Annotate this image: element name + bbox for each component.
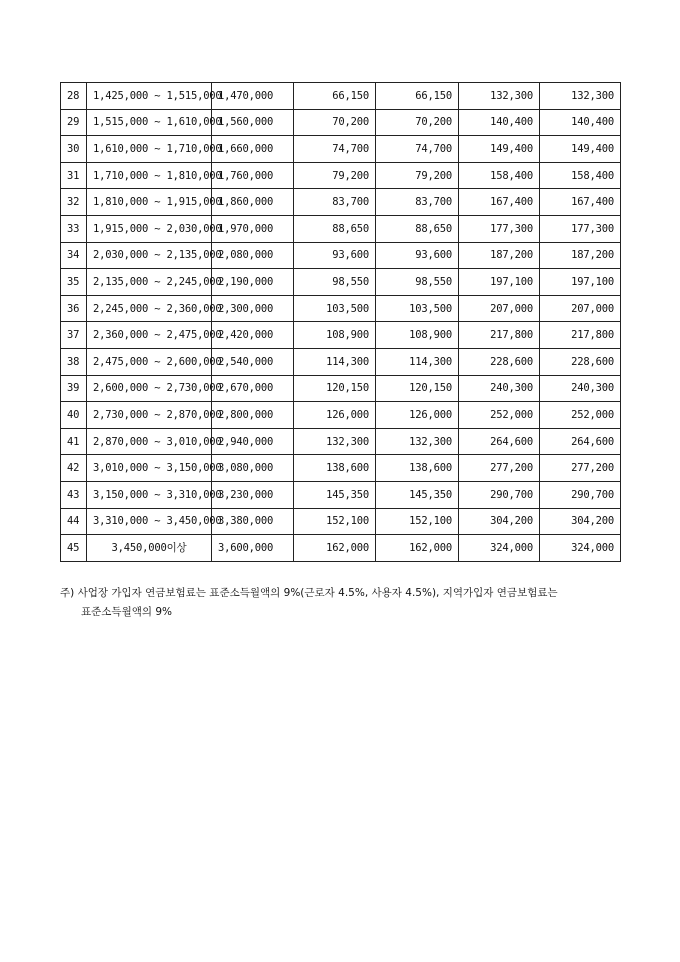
table-row xyxy=(61,162,621,189)
workplace-total-cell: 264,600 xyxy=(459,428,540,455)
employee-premium-cell: 88,650 xyxy=(294,215,376,242)
regional-premium-cell: 252,000 xyxy=(540,402,621,429)
standard-income-cell: 1,560,000 xyxy=(212,109,294,136)
income-range-cell: 3,310,000 ~ 3,450,000 xyxy=(87,508,212,535)
table-row xyxy=(61,455,621,482)
employer-premium-cell: 108,900 xyxy=(376,322,459,349)
employee-premium-cell: 152,100 xyxy=(294,508,376,535)
workplace-total-cell: 290,700 xyxy=(459,481,540,508)
footnote-line-2: 표준소득월액의 9% xyxy=(81,606,172,618)
income-range-cell: 3,150,000 ~ 3,310,000 xyxy=(87,481,212,508)
income-range-cell: 1,610,000 ~ 1,710,000 xyxy=(87,136,212,163)
regional-premium-cell: 132,300 xyxy=(540,83,621,110)
regional-premium-cell: 197,100 xyxy=(540,269,621,296)
table-row xyxy=(61,508,621,535)
workplace-total-cell: 304,200 xyxy=(459,508,540,535)
standard-income-cell: 3,230,000 xyxy=(212,481,294,508)
table-row xyxy=(61,83,621,110)
employer-premium-cell: 66,150 xyxy=(376,83,459,110)
standard-income-cell: 2,540,000 xyxy=(212,348,294,375)
table-row xyxy=(61,215,621,242)
employer-premium-cell: 126,000 xyxy=(376,402,459,429)
regional-premium-cell: 207,000 xyxy=(540,295,621,322)
grade-cell: 37 xyxy=(61,322,87,349)
workplace-total-cell: 277,200 xyxy=(459,455,540,482)
footnote-line-1: 주) 사업장 가입자 연금보험료는 표준소득월액의 9%(근로자 4.5%, 사용자 4.5%), 지역가입자 연금보험료는 xyxy=(60,587,558,599)
standard-income-cell: 2,300,000 xyxy=(212,295,294,322)
table-body xyxy=(61,83,621,562)
regional-premium-cell: 158,400 xyxy=(540,162,621,189)
income-range-cell: 2,870,000 ~ 3,010,000 xyxy=(87,428,212,455)
table-row xyxy=(61,322,621,349)
standard-income-cell: 3,380,000 xyxy=(212,508,294,535)
income-range-cell: 1,710,000 ~ 1,810,000 xyxy=(87,162,212,189)
regional-premium-cell: 324,000 xyxy=(540,535,621,562)
table-row xyxy=(61,295,621,322)
income-range-cell: 1,425,000 ~ 1,515,000 xyxy=(87,83,212,110)
income-range-cell: 2,475,000 ~ 2,600,000 xyxy=(87,348,212,375)
regional-premium-cell: 228,600 xyxy=(540,348,621,375)
income-range-cell: 3,010,000 ~ 3,150,000 xyxy=(87,455,212,482)
grade-cell: 41 xyxy=(61,428,87,455)
standard-income-cell: 2,190,000 xyxy=(212,269,294,296)
table-row xyxy=(61,375,621,402)
workplace-total-cell: 197,100 xyxy=(459,269,540,296)
regional-premium-cell: 277,200 xyxy=(540,455,621,482)
regional-premium-cell: 167,400 xyxy=(540,189,621,216)
standard-income-cell: 1,760,000 xyxy=(212,162,294,189)
income-range-cell: 1,810,000 ~ 1,915,000 xyxy=(87,189,212,216)
employee-premium-cell: 83,700 xyxy=(294,189,376,216)
employer-premium-cell: 79,200 xyxy=(376,162,459,189)
employee-premium-cell: 74,700 xyxy=(294,136,376,163)
employee-premium-cell: 114,300 xyxy=(294,348,376,375)
workplace-total-cell: 149,400 xyxy=(459,136,540,163)
grade-cell: 31 xyxy=(61,162,87,189)
regional-premium-cell: 264,600 xyxy=(540,428,621,455)
table-row xyxy=(61,402,621,429)
table-row xyxy=(61,428,621,455)
employee-premium-cell: 120,150 xyxy=(294,375,376,402)
workplace-total-cell: 140,400 xyxy=(459,109,540,136)
employer-premium-cell: 83,700 xyxy=(376,189,459,216)
workplace-total-cell: 228,600 xyxy=(459,348,540,375)
income-range-cell: 2,135,000 ~ 2,245,000 xyxy=(87,269,212,296)
income-range-cell: 2,360,000 ~ 2,475,000 xyxy=(87,322,212,349)
standard-income-cell: 2,800,000 xyxy=(212,402,294,429)
income-range-cell: 2,730,000 ~ 2,870,000 xyxy=(87,402,212,429)
workplace-total-cell: 167,400 xyxy=(459,189,540,216)
employer-premium-cell: 98,550 xyxy=(376,269,459,296)
standard-income-cell: 1,860,000 xyxy=(212,189,294,216)
grade-cell: 39 xyxy=(61,375,87,402)
income-range-cell: 1,515,000 ~ 1,610,000 xyxy=(87,109,212,136)
grade-cell: 43 xyxy=(61,481,87,508)
table-row xyxy=(61,242,621,269)
grade-cell: 36 xyxy=(61,295,87,322)
regional-premium-cell: 187,200 xyxy=(540,242,621,269)
table-row xyxy=(61,481,621,508)
employer-premium-cell: 74,700 xyxy=(376,136,459,163)
grade-cell: 34 xyxy=(61,242,87,269)
employee-premium-cell: 66,150 xyxy=(294,83,376,110)
employee-premium-cell: 108,900 xyxy=(294,322,376,349)
regional-premium-cell: 240,300 xyxy=(540,375,621,402)
employee-premium-cell: 132,300 xyxy=(294,428,376,455)
employer-premium-cell: 132,300 xyxy=(376,428,459,455)
workplace-total-cell: 158,400 xyxy=(459,162,540,189)
employee-premium-cell: 79,200 xyxy=(294,162,376,189)
grade-cell: 32 xyxy=(61,189,87,216)
table-row xyxy=(61,136,621,163)
regional-premium-cell: 177,300 xyxy=(540,215,621,242)
standard-income-cell: 2,420,000 xyxy=(212,322,294,349)
employer-premium-cell: 103,500 xyxy=(376,295,459,322)
income-range-cell: 2,030,000 ~ 2,135,000 xyxy=(87,242,212,269)
standard-income-cell: 3,080,000 xyxy=(212,455,294,482)
table-row xyxy=(61,535,621,562)
grade-cell: 44 xyxy=(61,508,87,535)
employee-premium-cell: 93,600 xyxy=(294,242,376,269)
regional-premium-cell: 304,200 xyxy=(540,508,621,535)
workplace-total-cell: 324,000 xyxy=(459,535,540,562)
workplace-total-cell: 207,000 xyxy=(459,295,540,322)
employer-premium-cell: 138,600 xyxy=(376,455,459,482)
standard-income-cell: 3,600,000 xyxy=(212,535,294,562)
table-row xyxy=(61,189,621,216)
employer-premium-cell: 145,350 xyxy=(376,481,459,508)
income-range-cell: 3,450,000이상 xyxy=(87,535,212,562)
income-range-cell: 1,915,000 ~ 2,030,000 xyxy=(87,215,212,242)
employer-premium-cell: 70,200 xyxy=(376,109,459,136)
employee-premium-cell: 126,000 xyxy=(294,402,376,429)
workplace-total-cell: 240,300 xyxy=(459,375,540,402)
regional-premium-cell: 217,800 xyxy=(540,322,621,349)
grade-cell: 35 xyxy=(61,269,87,296)
grade-cell: 29 xyxy=(61,109,87,136)
workplace-total-cell: 177,300 xyxy=(459,215,540,242)
regional-premium-cell: 290,700 xyxy=(540,481,621,508)
regional-premium-cell: 149,400 xyxy=(540,136,621,163)
standard-income-cell: 2,670,000 xyxy=(212,375,294,402)
workplace-total-cell: 217,800 xyxy=(459,322,540,349)
employee-premium-cell: 145,350 xyxy=(294,481,376,508)
employer-premium-cell: 152,100 xyxy=(376,508,459,535)
income-range-cell: 2,245,000 ~ 2,360,000 xyxy=(87,295,212,322)
workplace-total-cell: 187,200 xyxy=(459,242,540,269)
standard-income-cell: 1,470,000 xyxy=(212,83,294,110)
grade-cell: 45 xyxy=(61,535,87,562)
employee-premium-cell: 70,200 xyxy=(294,109,376,136)
employee-premium-cell: 98,550 xyxy=(294,269,376,296)
regional-premium-cell: 140,400 xyxy=(540,109,621,136)
grade-cell: 33 xyxy=(61,215,87,242)
grade-cell: 38 xyxy=(61,348,87,375)
table-row xyxy=(61,109,621,136)
table-row xyxy=(61,269,621,296)
grade-cell: 40 xyxy=(61,402,87,429)
employee-premium-cell: 138,600 xyxy=(294,455,376,482)
standard-income-cell: 2,940,000 xyxy=(212,428,294,455)
table-row xyxy=(61,348,621,375)
employee-premium-cell: 103,500 xyxy=(294,295,376,322)
employee-premium-cell: 162,000 xyxy=(294,535,376,562)
grade-cell: 28 xyxy=(61,83,87,110)
employer-premium-cell: 162,000 xyxy=(376,535,459,562)
employer-premium-cell: 120,150 xyxy=(376,375,459,402)
employer-premium-cell: 88,650 xyxy=(376,215,459,242)
grade-cell: 42 xyxy=(61,455,87,482)
standard-income-cell: 2,080,000 xyxy=(212,242,294,269)
workplace-total-cell: 132,300 xyxy=(459,83,540,110)
footnote xyxy=(60,584,630,622)
standard-income-cell: 1,970,000 xyxy=(212,215,294,242)
workplace-total-cell: 252,000 xyxy=(459,402,540,429)
income-range-cell: 2,600,000 ~ 2,730,000 xyxy=(87,375,212,402)
employer-premium-cell: 114,300 xyxy=(376,348,459,375)
pension-premium-table xyxy=(60,82,621,562)
standard-income-cell: 1,660,000 xyxy=(212,136,294,163)
grade-cell: 30 xyxy=(61,136,87,163)
employer-premium-cell: 93,600 xyxy=(376,242,459,269)
